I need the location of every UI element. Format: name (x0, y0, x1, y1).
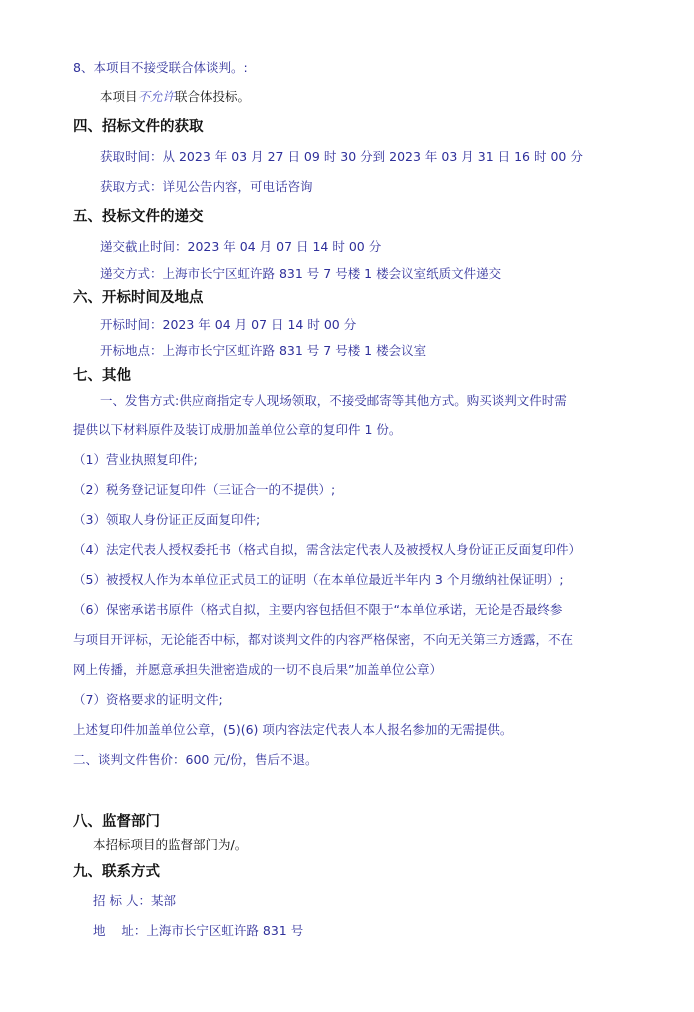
material-item-4: （4）法定代表人授权委托书（格式自拟，需含法定代表人及被授权人身份证正反面复印件） (73, 542, 581, 557)
section-8-text-pre: 本项目 (100, 89, 138, 104)
sale-method-line-1: 一、发售方式:供应商指定专人现场领取，不接受邮寄等其他方式。购买谈判文件时需 (100, 393, 567, 408)
section-4-heading: 四、招标文件的获取 (73, 119, 204, 135)
section-8-supervision-heading: 八、监督部门 (73, 814, 160, 830)
material-item-6-line-3: 网上传播，并愿意承担失泄密造成的一切不良后果”加盖单位公章） (73, 662, 442, 677)
acquire-method: 获取方式：详见公告内容，可电话咨询 (100, 179, 313, 194)
opening-time: 开标时间：2023 年 04 月 07 日 14 时 00 分 (100, 317, 357, 332)
section-8-text-emphasis: 不允许 (137, 89, 176, 104)
section-7-heading: 七、其他 (73, 368, 131, 384)
copies-note: 上述复印件加盖单位公章，(5)(6) 项内容法定代表人本人报名参加的无需提供。 (73, 722, 513, 737)
section-6-heading: 六、开标时间及地点 (73, 290, 204, 306)
section-8-title: 8、本项目不接受联合体谈判。: (73, 60, 248, 75)
material-item-2: （2）税务登记证复印件（三证合一的不提供）; (73, 482, 336, 497)
material-item-5: （5）被授权人作为本单位正式员工的证明（在本单位最近半年内 3 个月缴纳社保证明）; (73, 572, 564, 587)
opening-place: 开标地点：上海市长宁区虹许路 831 号 7 号楼 1 楼会议室 (100, 343, 427, 358)
section-8-text-post: 联合体投标。 (175, 89, 251, 104)
supervision-text: 本招标项目的监督部门为/。 (93, 837, 248, 852)
submit-method: 递交方式：上海市长宁区虹许路 831 号 7 号楼 1 楼会议室纸质文件递交 (100, 266, 502, 281)
submit-deadline: 递交截止时间：2023 年 04 月 07 日 14 时 00 分 (100, 239, 382, 254)
material-item-6-line-1: （6）保密承诺书原件（格式自拟，主要内容包括但不限于“本单位承诺，无论是否最终参 (73, 602, 563, 617)
acquire-time: 获取时间：从 2023 年 03 月 27 日 09 时 30 分到 2023 年 03 月 31 日 16 时 00 分 (100, 149, 583, 164)
material-item-1: （1）营业执照复印件; (73, 452, 198, 467)
material-item-3: （3）领取人身份证正反面复印件; (73, 512, 261, 527)
price-note: 二、谈判文件售价：600 元/份，售后不退。 (73, 752, 318, 767)
section-5-heading: 五、投标文件的递交 (73, 209, 204, 225)
material-item-6-line-2: 与项目开评标，无论能否中标，都对谈判文件的内容严格保密，不向无关第三方透露，不在 (73, 632, 574, 647)
section-8-text (100, 88, 250, 106)
tenderer-line: 招 标 人：某部 (93, 893, 176, 908)
sale-method-line-2: 提供以下材料原件及装订成册加盖单位公章的复印件 1 份。 (73, 422, 402, 437)
section-9-heading: 九、联系方式 (73, 864, 160, 880)
material-item-7: （7）资格要求的证明文件; (73, 692, 223, 707)
address-line: 地 址：上海市长宁区虹许路 831 号 (93, 923, 304, 938)
